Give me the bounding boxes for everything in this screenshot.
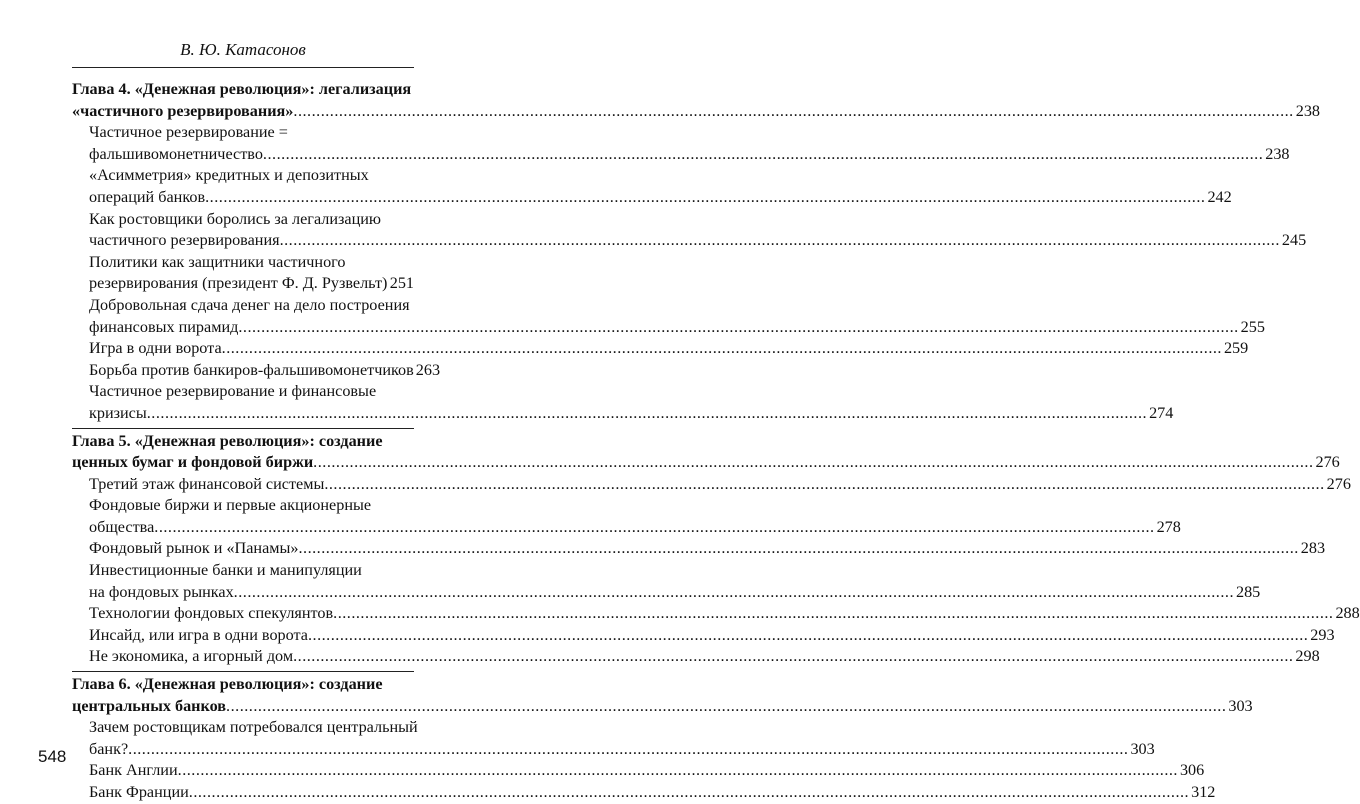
dot-leader: ............................................................................................................................................................................................................................ [154, 517, 1154, 539]
section-entry-line: Фондовые биржи и первые акционерные [72, 495, 414, 517]
section-entry [72, 739, 414, 761]
chapter-entry-title: «частичного резервирования» [72, 101, 293, 123]
section-entry-page: 283 [1299, 538, 1325, 560]
section-entry [72, 646, 414, 668]
section-entry-title: Банк Англии [89, 760, 178, 782]
dot-leader: ............................................................................................................................................................................................................................ [333, 603, 1333, 625]
section-entry [72, 230, 414, 252]
dot-leader: ............................................................................................................................................................................................................................ [324, 474, 1324, 496]
section-entry-title: резервирования (президент Ф. Д. Рузвельт) [89, 273, 387, 295]
section-entry-page: 288 [1333, 603, 1359, 625]
section-entry-title: Игра в одни ворота [89, 338, 222, 360]
page-number: 548 [38, 747, 66, 767]
section-entry-title: банк? [89, 739, 128, 761]
section-entry-title: фальшивомонетничество [89, 144, 263, 166]
section-entry-line: Частичное резервирование = [72, 122, 414, 144]
dot-leader: ............................................................................................................................................................................................................................ [298, 538, 1298, 560]
header-rule [72, 67, 414, 68]
section-entry-page: 238 [1263, 144, 1289, 166]
section-entry-title: Инсайд, или игра в одни ворота [89, 625, 308, 647]
section-entry-title: Не экономика, а игорный дом [89, 646, 293, 668]
section-entry-title: Третий этаж финансовой системы [89, 474, 324, 496]
chapter-entry [72, 101, 414, 123]
section-entry-title: общества [89, 517, 154, 539]
section-entry-title: на фондовых рынках [89, 582, 234, 604]
dot-leader: ............................................................................................................................................................................................................................ [293, 646, 1293, 668]
table-of-contents [72, 79, 414, 804]
section-entry-line: Инвестиционные банки и манипуляции [72, 560, 414, 582]
dot-leader: ............................................................................................................................................................................................................................ [238, 317, 1238, 339]
dot-leader: ............................................................................................................................................................................................................................ [128, 739, 1128, 761]
section-entry-line: Политики как защитники частичного [72, 252, 414, 274]
chapter-entry-title: центральных банков [72, 696, 226, 718]
section-entry-line: Как ростовщики боролись за легализацию [72, 209, 414, 231]
section-entry-page: 255 [1239, 317, 1265, 339]
section-entry [72, 760, 414, 782]
section-entry-title: частичного резервирования [89, 230, 280, 252]
section-entry-title: Банк Франции [89, 782, 189, 804]
section-entry [72, 317, 414, 339]
chapter-entry-line: Глава 5. «Денежная революция»: создание [72, 431, 414, 453]
section-entry-page: 251 [388, 273, 414, 295]
section-entry-page: 274 [1147, 403, 1173, 425]
section-entry-page: 263 [414, 360, 440, 382]
dot-leader: ............................................................................................................................................................................................................................ [222, 338, 1222, 360]
section-entry [72, 603, 414, 625]
section-entry-page: 303 [1128, 739, 1154, 761]
section-entry [72, 338, 414, 360]
dot-leader: ............................................................................................................................................................................................................................ [293, 101, 1293, 123]
section-entry-page: 285 [1234, 582, 1260, 604]
section-entry-title: Фондовый рынок и «Панамы» [89, 538, 298, 560]
section-entry [72, 625, 414, 647]
section-entry [72, 360, 414, 382]
section-entry-page: 245 [1280, 230, 1306, 252]
section-entry-page: 298 [1293, 646, 1319, 668]
section-entry-page: 278 [1155, 517, 1181, 539]
dot-leader: ............................................................................................................................................................................................................................ [226, 696, 1226, 718]
dot-leader: ............................................................................................................................................................................................................................ [313, 452, 1313, 474]
section-entry [72, 474, 414, 496]
chapter-entry-page: 303 [1226, 696, 1252, 718]
section-entry-title: финансовых пирамид [89, 317, 238, 339]
section-entry [72, 403, 414, 425]
section-entry-title: Технологии фондовых спекулянтов [89, 603, 333, 625]
book-page [0, 0, 500, 800]
section-entry-page: 242 [1205, 187, 1231, 209]
section-entry-page: 306 [1178, 760, 1204, 782]
section-entry-title: Борьба против банкиров-фальшивомонетчиков [89, 360, 414, 382]
section-entry [72, 144, 414, 166]
dot-leader: ............................................................................................................................................................................................................................ [280, 230, 1280, 252]
section-entry [72, 538, 414, 560]
dot-leader: ............................................................................................................................................................................................................................ [205, 187, 1205, 209]
chapter-entry-title: ценных бумаг и фондовой биржи [72, 452, 313, 474]
section-entry [72, 273, 414, 295]
section-entry-page: 259 [1222, 338, 1248, 360]
section-entry [72, 782, 414, 804]
dot-leader: ............................................................................................................................................................................................................................ [189, 782, 1189, 804]
section-entry [72, 582, 414, 604]
chapter-divider [72, 428, 414, 429]
running-head: В. Ю. Катасонов [72, 40, 414, 60]
section-entry-line: Зачем ростовщикам потребовался центральный [72, 717, 414, 739]
chapter-entry-page: 238 [1294, 101, 1320, 123]
section-entry-page: 293 [1308, 625, 1334, 647]
section-entry [72, 517, 414, 539]
section-entry-page: 312 [1189, 782, 1215, 804]
section-entry [72, 187, 414, 209]
chapter-divider [72, 671, 414, 672]
dot-leader: ............................................................................................................................................................................................................................ [147, 403, 1147, 425]
chapter-entry-line: Глава 4. «Денежная революция»: легализация [72, 79, 414, 101]
chapter-entry [72, 696, 414, 718]
section-entry-line: Частичное резервирование и финансовые [72, 381, 414, 403]
chapter-entry [72, 452, 414, 474]
chapter-entry-page: 276 [1313, 452, 1339, 474]
section-entry-page: 276 [1325, 474, 1351, 496]
section-entry-line: Добровольная сдача денег на дело построения [72, 295, 414, 317]
section-entry-title: операций банков [89, 187, 205, 209]
dot-leader: ............................................................................................................................................................................................................................ [234, 582, 1234, 604]
section-entry-title: кризисы [89, 403, 147, 425]
dot-leader: ............................................................................................................................................................................................................................ [178, 760, 1178, 782]
dot-leader: ............................................................................................................................................................................................................................ [308, 625, 1308, 647]
dot-leader: ............................................................................................................................................................................................................................ [263, 144, 1263, 166]
chapter-entry-line: Глава 6. «Денежная революция»: создание [72, 674, 414, 696]
section-entry-line: «Асимметрия» кредитных и депозитных [72, 165, 414, 187]
